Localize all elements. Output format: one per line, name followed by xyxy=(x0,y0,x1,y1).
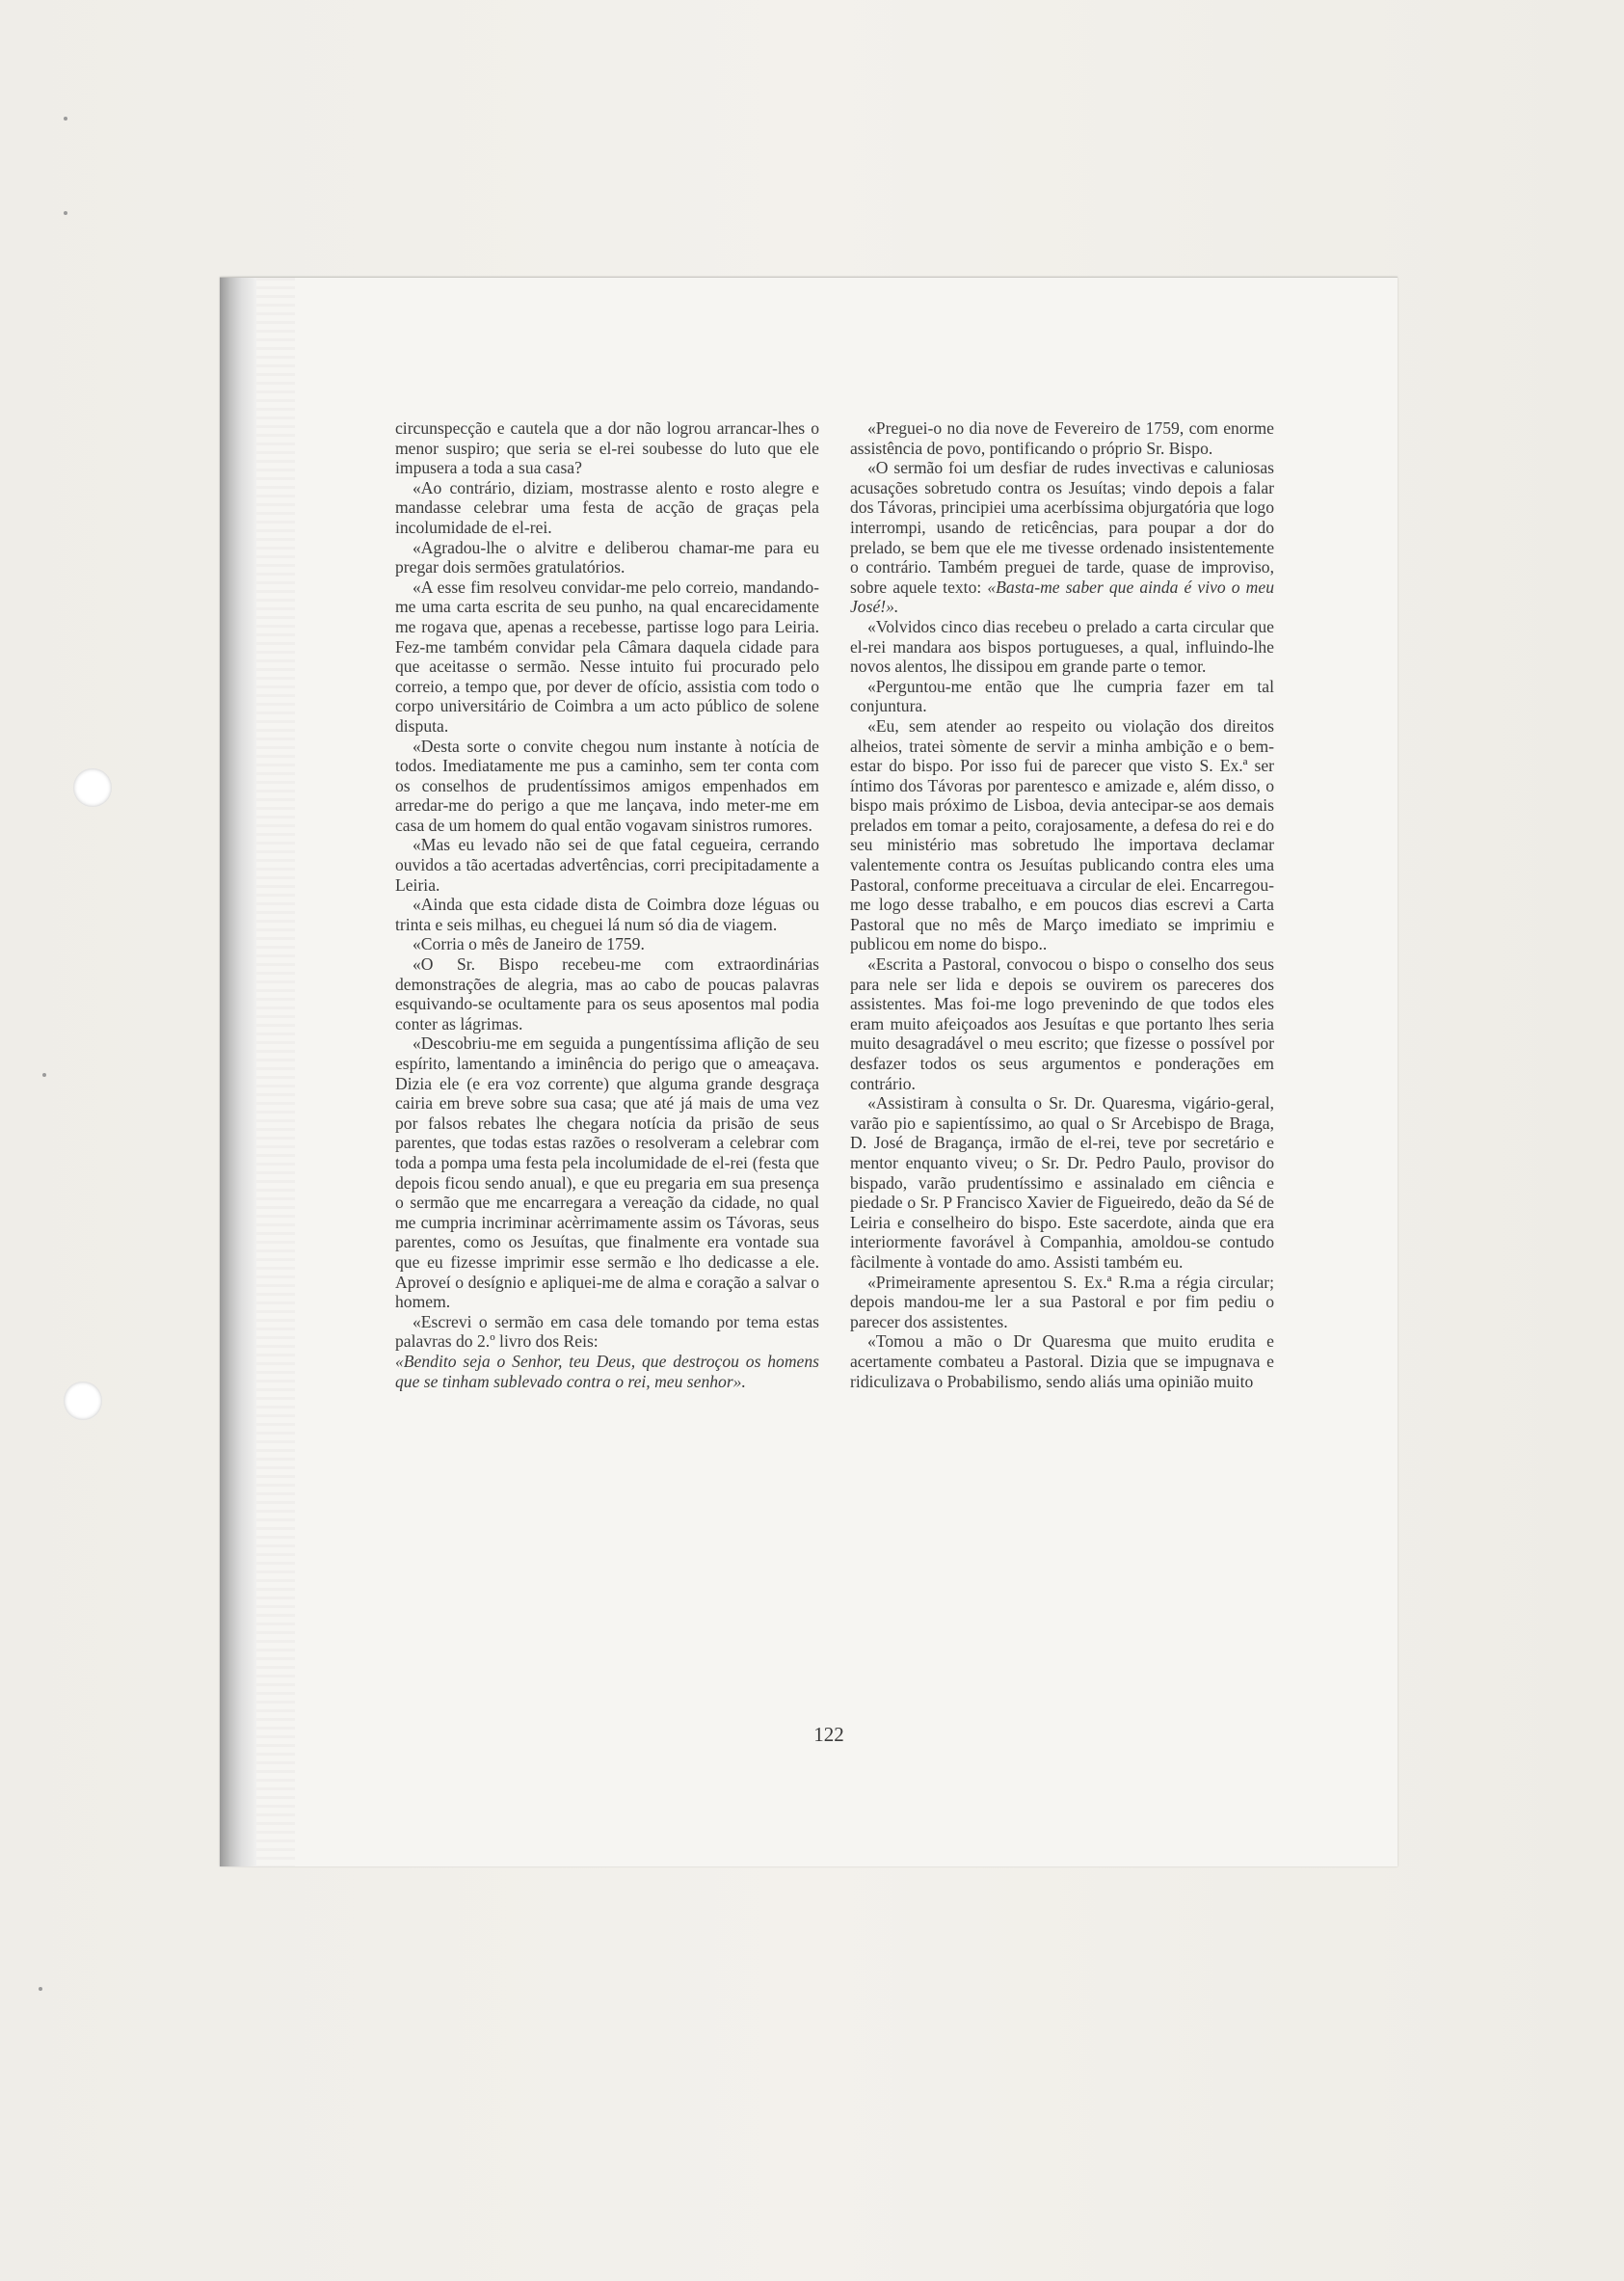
paragraph: «Ao contrário, diziam, mostrasse alento e rosto alegre e mandasse celebrar uma festa de acção de graças pela incolumidade de el-rei. xyxy=(395,477,819,537)
paragraph: «Tomou a mão o Dr Quaresma que muito erudita e acertamente combateu a Pastoral. Dizia que se impugnava e ridiculizava o Probabilismo, sendo aliás uma opinião muito xyxy=(850,1331,1274,1391)
paragraph: «Escrevi o sermão em casa dele tomando por tema estas palavras do 2.º livro dos Reis: xyxy=(395,1311,819,1352)
speck xyxy=(64,117,67,121)
quotation xyxy=(395,1352,819,1391)
paragraph: «Ainda que esta cidade dista de Coimbra doze léguas ou trinta e seis milhas, eu cheguei lá num só dia de viagem. xyxy=(395,895,819,934)
paragraph: «Corria o mês de Janeiro de 1759. xyxy=(413,934,645,954)
paragraph: «Preguei-o no dia nove de Fevereiro de 1759, com enorme assistência de povo, pontificando o próprio Sr. Bispo. xyxy=(850,418,1274,458)
paragraph: «Eu, sem atender ao respeito ou violação dos direitos alheios, tratei sòmente de servir a minha ambição e o bem-estar do bispo. Por isso fui de parecer que visto S. Ex.ª ser íntimo dos Távoras por parentesco e amizade e, além disso, o bispo mais próximo de Lisboa, devia antecipar-se aos demais prelados em tomar a peito, corajosamente, a defesa do rei e do seu ministério mas sobretudo lhe importava declamar valentemente contra os Jesuítas publicando contra eles uma Pastoral, conforme preceituava a circular de elei. Encarregou-me logo desse trabalho, e em poucos dias escrevi a Carta Pastoral que no mês de Março imediato se imprimiu e publicou em nome do bispo.. xyxy=(850,715,1274,954)
speck xyxy=(42,1073,46,1077)
paragraph: «Agradou-lhe o alvitre e deliberou chamar-me para eu pregar dois sermões gratulatórios. xyxy=(395,537,819,577)
quotation-text: «Basta-me saber que ainda é vivo o meu José!». xyxy=(850,577,1274,617)
binding-shadow xyxy=(220,278,256,1866)
binding-texture xyxy=(256,278,295,1866)
punch-hole-top xyxy=(73,768,112,807)
paragraph: «Descobriu-me em seguida a pungentíssima aflição de seu espírito, lamentando a iminência do perigo que o ameaçava. Dizia ele (e era voz corrente) que alguma grande desgraça cairia em breve sobre sua casa; que até já mais de uma vez por falsos rebates lhe chegara notícia da prisão de seus parentes, que todas estas razões o resolveram a celebrar com toda a pompa uma festa pela incolumidade de el-rei (festa que depois ficou sendo anual), e que eu pregaria em sua presença o sermão que me encarregara a vereação da cidade, no qual me cumpria incriminar acèrrimamente assim os Távoras, seus parentes, como os Jesuítas, que finalmente era vontade sua que eu fizesse imprimir esse sermão e lho dedicasse a ele. Aproveí o desígnio e apliquei-me de alma e coração a salvar o homem. xyxy=(395,1033,819,1312)
paragraph: «O Sr. Bispo recebeu-me com extraordinárias demonstrações de alegria, mas ao cabo de poucas palavras esquivando-se ocultamente para os seus aposentos mal podia conter as lágrimas. xyxy=(395,954,819,1033)
punch-hole-bottom xyxy=(64,1382,102,1420)
speck xyxy=(39,1987,42,1991)
paragraph: «Perguntou-me então que lhe cumpria fazer em tal conjuntura. xyxy=(850,676,1274,716)
right-column xyxy=(850,418,1274,1391)
page-number: 122 xyxy=(813,1723,844,1746)
speck xyxy=(64,211,67,215)
quotation-text: «Bendito seja o Senhor, teu Deus, que destroçou os homens que se tinham sublevado contra o rei, meu senhor». xyxy=(395,1351,819,1391)
paragraph: «A esse fim resolveu convidar-me pelo correio, mandando-me uma carta escrita de seu punho, na qual encarecidamente me rogava que, apenas a recebesse, partisse logo para Leiria. Fez-me também convidar pela Câmara daquela cidade para que aceitasse o sermão. Nesse intuito fui procurado pelo correio, a tempo que, por dever de ofício, assistia com todo o corpo universitário de Coimbra a um acto público de solene disputa. xyxy=(395,577,819,736)
paragraph: «Escrita a Pastoral, convocou o bispo o conselho dos seus para nele ser lida e depois se ouvirem os pareceres dos assistentes. Mas foi-me logo prevenindo de que todos eles eram muito afeiçoados aos Jesuítas e que portanto lhes seria muito desagradável o meu escrito; que fizesse o possível por desfazer todos os seus argumentos e ponderações em contrário. xyxy=(850,954,1274,1093)
photocopy-page xyxy=(220,277,1398,1866)
paragraph: «Volvidos cinco dias recebeu o prelado a carta circular que el-rei mandara aos bispos portugueses, a qual, influindo-lhe novos alentos, lhe dissipou em grande parte o temor. xyxy=(850,616,1274,677)
paragraph xyxy=(850,458,1274,617)
paragraph: «Assistiram à consulta o Sr. Dr. Quaresma, vigário-geral, varão pio e sapientíssimo, ao qual o Sr Arcebispo de Braga, D. José de Bragança, irmão de el-rei, teve por secretário e mentor enquanto viveu; o Sr. Dr. Pedro Paulo, provisor do bispado, varão prudentíssimo e assinalado em ciência e piedade o Sr. P Francisco Xavier de Figueiredo, deão da Sé de Leiria e conselheiro do bispo. Este sacerdote, ainda que era interiormente favorável à Companhia, amoldou-se contudo fàcilmente à vontade do amo. Assisti também eu. xyxy=(850,1093,1274,1272)
left-column xyxy=(395,418,819,1391)
paragraph: circunspecção e cautela que a dor não logrou arrancar-lhes o menor suspiro; que seria se el-rei soubesse do luto que ele impusera a toda a sua casa? xyxy=(395,418,819,478)
paragraph: «Mas eu levado não sei de que fatal cegueira, cerrando ouvidos a tão acertadas advertências, corri precipitadamente a Leiria. xyxy=(395,835,819,895)
paragraph: «Primeiramente apresentou S. Ex.ª R.ma a régia circular; depois mandou-me ler a sua Pastoral e por fim pediu o parecer dos assistentes. xyxy=(850,1272,1274,1331)
paragraph: «Desta sorte o convite chegou num instante à notícia de todos. Imediatamente me pus a caminho, sem ter conta com os conselhos de prudentíssimos amigos empenhados em arredar-me do perigo a que me lançava, indo meter-me em casa de um homem do qual então vogavam sinistros rumores. xyxy=(395,736,819,835)
paragraph-text: «O sermão foi um desfiar de rudes invectivas e caluniosas acusações sobretudo contra os Jesuítas; vindo depois a falar dos Távoras, principiei uma acerbíssima objurgatória que logo interrompi, usando de reticências, para poupar a dor do prelado, se bem que ele me tivesse ordenado insistentemente o contrário. Também preguei de tarde, quase de improviso, sobre aquele texto: xyxy=(850,458,1274,597)
